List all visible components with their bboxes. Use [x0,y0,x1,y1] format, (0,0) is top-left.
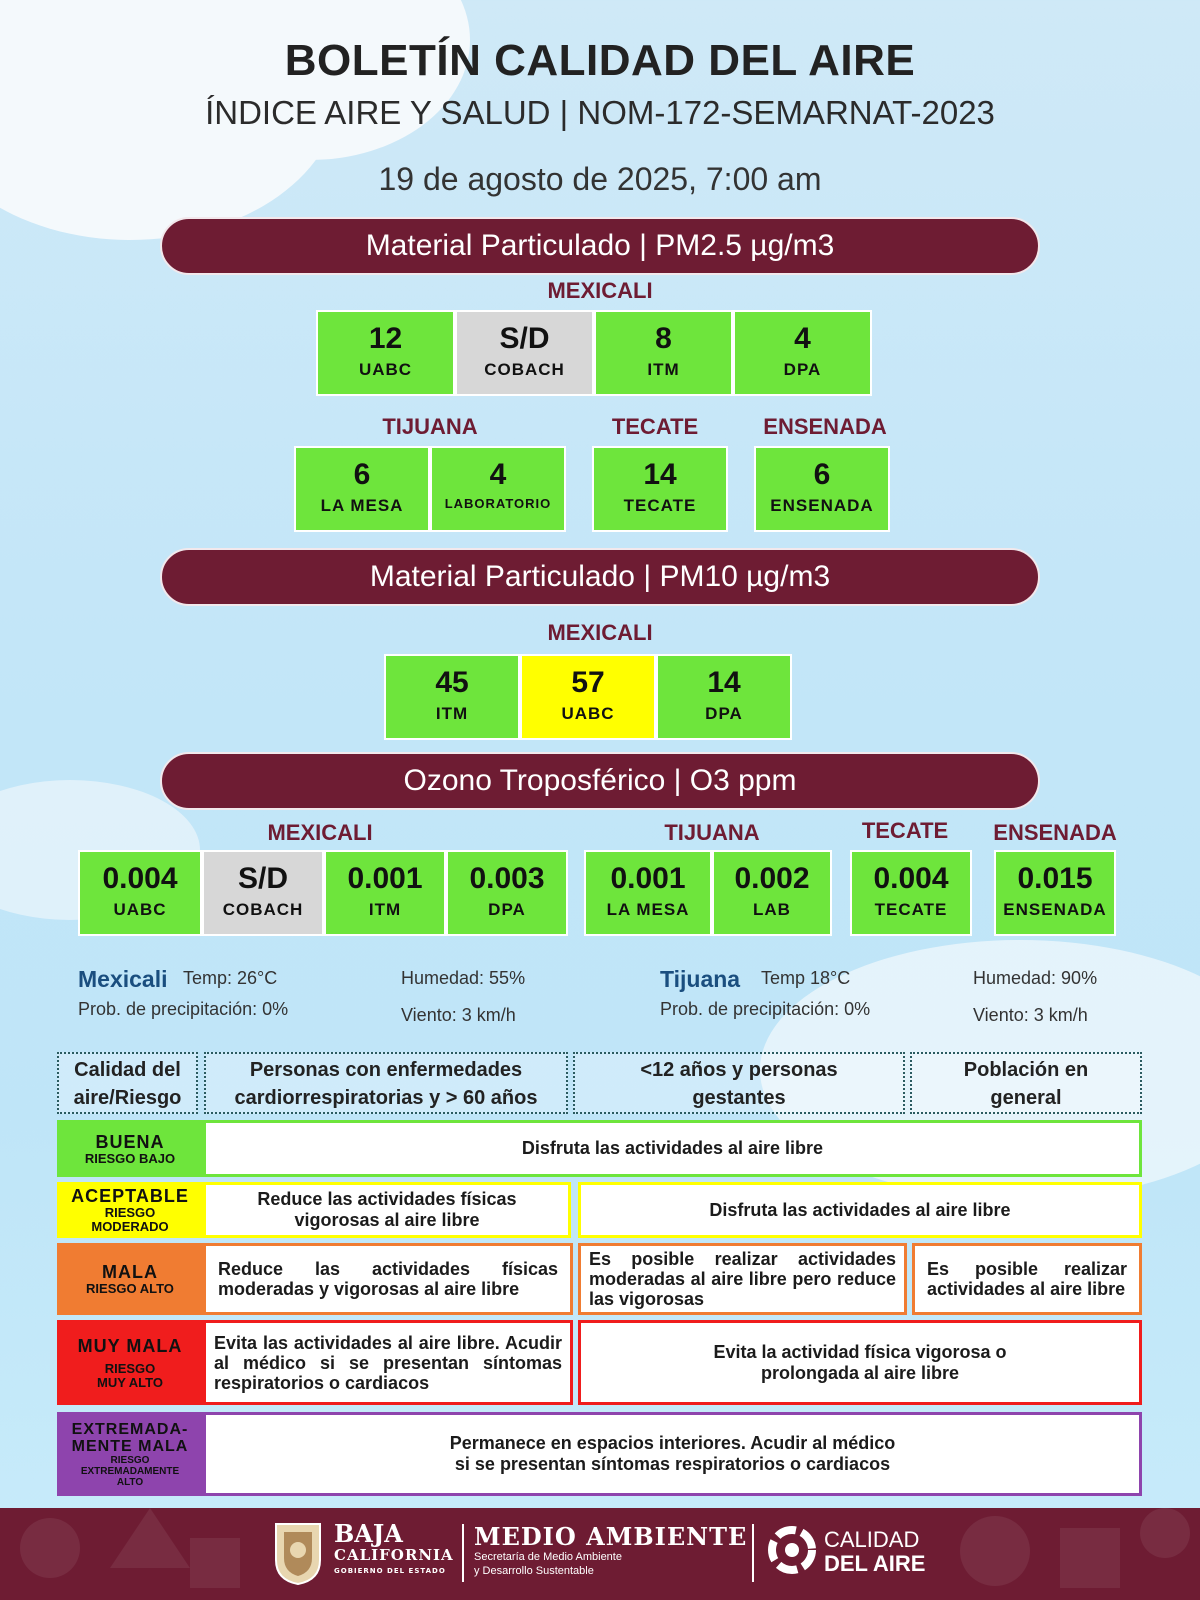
recommendation-line: Evita la actividad física vigorosa o [713,1341,1007,1362]
station-value: 0.004 [102,862,178,895]
pm25-station-dpa [733,310,872,396]
level-risk: RIESGO [104,1360,156,1376]
o3-city-tijuana: TIJUANA [664,820,760,845]
weather-temp-tijuana: Temp 18°C [761,968,851,988]
recommendation-aceptable-others: Disfruta las actividades al aire libre [578,1182,1142,1238]
station-value: 4 [794,322,811,355]
station-value: 0.004 [873,862,949,895]
calidad-del-aire-wordmark [824,1528,925,1576]
o3-station-ensenada [994,850,1116,936]
station-value: 0.003 [469,862,545,895]
level-risk: RIESGO [104,1205,156,1220]
pm25-banner: Material Particulado | PM2.5 µg/m3 [160,217,1040,275]
station-label: COBACH [484,360,565,379]
recommendation-muy-mala-sensitive: Evita las actividades al aire libre. Acudir al médico si se presentan síntomas respiratorios o cardiacos [203,1320,573,1405]
level-name: BUENA [95,1131,165,1152]
recommendation-line: vigorosas al aire libre [294,1210,480,1230]
station-value: 14 [707,666,741,699]
weather-city-tijuana: Tijuana [660,966,741,992]
level-buena [57,1120,203,1177]
station-value: 0.002 [734,862,810,895]
pm25-station-laboratorio [430,446,566,532]
station-label: ITM [368,900,402,919]
station-value: 14 [643,458,677,491]
header-line: cardiorrespiratorias y > 60 años [234,1087,538,1109]
station-value: 6 [813,458,831,491]
level-name: MALA [102,1262,158,1282]
station-label: COBACH [222,900,304,919]
level-risk: RIESGO ALTO [86,1281,174,1296]
recommendation-line: prolongada al aire libre [760,1362,960,1383]
header-sensitive-group [204,1052,568,1114]
ma-sub-line: Secretaría de Medio Ambiente [474,1551,622,1563]
recommendation-extremadamente-mala-all [203,1412,1142,1496]
header-line: gestantes [692,1087,786,1109]
level-risk: MODERADO [91,1219,169,1234]
level-mala [57,1243,203,1315]
header-line: Personas con enfermedades [249,1059,523,1081]
weather-precip-tijuana: Prob. de precipitación: 0% [660,999,871,1019]
pm10-station-dpa [656,654,792,740]
pm25-station-la-mesa [294,446,430,532]
station-label: LABORATORIO [444,496,552,511]
o3-station-la-mesa [584,850,712,936]
station-label: DPA [705,704,743,723]
station-label: ENSENADA [1003,900,1107,919]
weather-temp-mexicali: Temp: 26°C [183,968,278,988]
header-line: general [990,1087,1062,1109]
level-aceptable [57,1182,203,1238]
o3-station-itm [324,850,446,936]
level-risk: EXTREMADAMENTE [80,1465,180,1477]
station-value: 57 [571,666,605,699]
level-name: MUY MALA [77,1335,183,1356]
station-label: LA MESA [320,496,404,515]
weather-humidity-mexicali: Humedad: 55% [401,968,526,988]
level-name: ACEPTABLE [71,1186,189,1206]
recommendation-muy-mala-others [578,1320,1142,1405]
pm25-city-tijuana: TIJUANA [382,414,478,439]
bulletin-date: 19 de agosto de 2025, 7:00 am [378,161,822,197]
header-calidad-riesgo [57,1052,198,1114]
station-label: TECATE [623,496,697,515]
page-subtitle: ÍNDICE AIRE Y SALUD | NOM-172-SEMARNAT-2023 [205,94,995,131]
recommendation-mala-sensitive: Reduce las actividades físicas moderadas y vigorosas al aire libre [203,1243,573,1315]
pm10-banner: Material Particulado | PM10 µg/m3 [160,548,1040,606]
station-value: 6 [353,458,371,491]
recommendation-line: si se presentan síntomas respiratorios o cardiacos [454,1454,891,1474]
divider [462,1524,464,1582]
level-risk: MUY ALTO [97,1374,163,1390]
station-value: 0.015 [1017,862,1093,895]
coat-of-arms-icon [272,1520,324,1586]
o3-station-uabc [78,850,202,936]
page-title: BOLETÍN CALIDAD DEL AIRE [284,36,916,85]
level-name: MENTE MALA [71,1437,189,1455]
level-risk: RIESGO BAJO [84,1150,176,1166]
station-value: 12 [368,322,403,355]
header-children-pregnant [573,1052,905,1114]
o3-city-tecate: TECATE [861,818,949,843]
footer [0,1508,1200,1600]
pm25-city-ensenada: ENSENADA [763,414,887,439]
o3-banner: Ozono Troposférico | O3 ppm [160,752,1040,810]
station-label: ITM [647,360,680,379]
station-value: 45 [435,666,469,699]
station-value: 0.001 [610,862,686,895]
recommendation-aceptable-sensitive [203,1182,571,1238]
o3-station-cobach [202,850,324,936]
station-value: 0.001 [347,862,423,895]
weather-precip-mexicali: Prob. de precipitación: 0% [78,999,289,1019]
station-label: UABC [358,360,413,379]
station-label: LAB [753,900,791,919]
station-value: S/D [237,862,288,895]
header-line: Calidad del [74,1059,181,1081]
medio-ambiente-wordmark [474,1524,747,1578]
recommendation-mala-children: Es posible realizar actividades moderadas al aire libre pero reduce las vigorosas [578,1243,907,1315]
ma-title: MEDIO AMBIENTE [474,1522,748,1551]
recommendation-line: Permanece en espacios interiores. Acudir al médico [449,1433,896,1453]
station-label: UABC [561,704,615,723]
pm25-station-ensenada [754,446,890,532]
bc-name-line: BAJA [334,1519,403,1548]
o3-station-lab [712,850,832,936]
station-label: DPA [488,900,526,919]
header-line: Población en [963,1059,1089,1081]
weather-wind-mexicali: Viento: 3 km/h [401,1005,516,1025]
pm25-station-uabc [316,310,455,396]
baja-california-logo [272,1520,324,1586]
ca-title-line: CALIDAD [824,1527,920,1552]
o3-city-mexicali: MEXICALI [267,820,373,845]
bc-subtitle: GOBIERNO DEL ESTADO [334,1567,446,1575]
station-label: DPA [783,360,822,379]
station-label: ITM [435,704,469,723]
o3-station-dpa [446,850,568,936]
ma-sub-line: y Desarrollo Sustentable [474,1565,594,1577]
station-label: ENSENADA [770,496,874,515]
station-value: S/D [499,322,550,355]
recommendation-line: Reduce las actividades físicas [257,1189,517,1209]
pm25-city-tecate: TECATE [611,414,699,439]
station-value: 8 [655,322,672,355]
header-line: aire/Riesgo [73,1087,182,1109]
bc-name-line: CALIFORNIA [334,1546,454,1564]
level-extremadamente-mala [57,1412,203,1496]
pm25-station-cobach [455,310,594,396]
o3-city-ensenada: ENSENADA [993,820,1117,845]
weather-wind-tijuana: Viento: 3 km/h [973,1005,1088,1025]
weather-city-mexicali: Mexicali [78,966,168,992]
level-name: EXTREMADA- [71,1420,189,1438]
level-risk: ALTO [116,1476,144,1488]
pm10-station-uabc [520,654,656,740]
station-label: UABC [113,900,167,919]
header-line: <12 años y personas [640,1059,838,1081]
pm25-station-itm [594,310,733,396]
recommendation-buena-all: Disfruta las actividades al aire libre [203,1120,1142,1177]
station-label: TECATE [874,900,948,919]
calidad-del-aire-icon [768,1526,816,1574]
divider [752,1524,754,1582]
pm10-station-itm [384,654,520,740]
baja-california-wordmark [334,1519,454,1578]
recommendation-mala-general: Es posible realizar actividades al aire libre [912,1243,1142,1315]
o3-station-tecate [850,850,972,936]
station-label: LA MESA [606,900,690,919]
pm25-station-tecate [592,446,728,532]
level-risk: RIESGO [110,1454,150,1466]
header-general-population [910,1052,1142,1114]
weather-humidity-tijuana: Humedad: 90% [973,968,1098,988]
pm25-city-mexicali: MEXICALI [547,278,653,303]
station-value: 4 [489,458,507,491]
level-muy-mala [57,1320,203,1405]
ca-title-line: DEL AIRE [824,1551,926,1576]
pm10-city-mexicali: MEXICALI [547,620,653,645]
